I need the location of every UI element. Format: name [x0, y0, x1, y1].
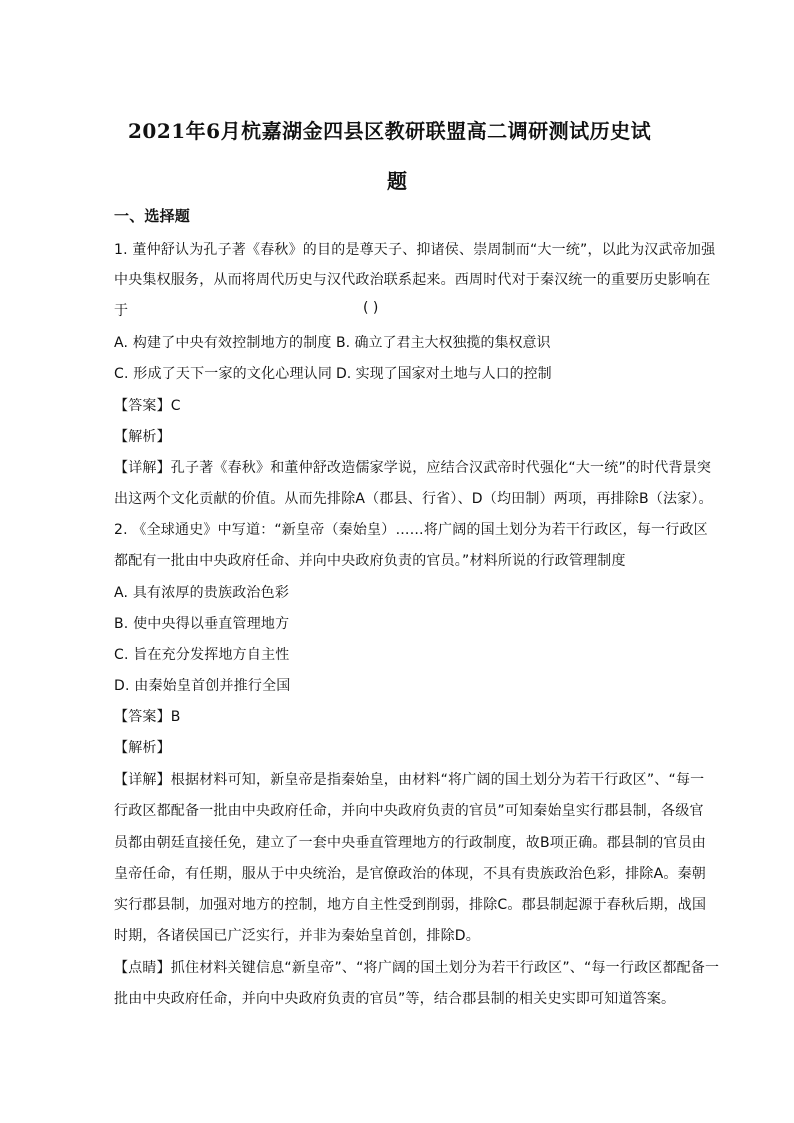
- q2-option-a: A. 具有浓厚的贵族政治色彩: [114, 585, 290, 601]
- q2-detail-line4: 皇帝任命，有任期，服从于中央统治，是官僚政治的体现，不具有贵族政治色彩，排除A。秦朝: [114, 866, 706, 882]
- q2-detail-line2: 行政区都配备一批由中央政府任命，并向中央政府负责的官员”可知秦始皇实行郡县制，各级官: [114, 803, 704, 819]
- q1-option-b: B. 确立了君主大权独揽的集权意识: [336, 335, 551, 351]
- q1-detail-line1: 【详解】孔子著《春秋》和董仲舒改造儒家学说，应结合汉武帝时代强化“大一统”的时代背景突: [114, 460, 712, 476]
- q1-detail-line2: 出这两个文化贡献的价值。从而先排除A（郡县、行省）、D（均田制）两项，再排除B（法家）。: [114, 491, 713, 507]
- q1-option-d: D. 实现了国家对土地与人口的控制: [336, 366, 552, 382]
- q2-key-line2: 批由中央政府任命，并向中央政府负责的官员”等，结合郡县制的相关史实即可知道答案。: [114, 991, 676, 1007]
- q2-detail-line3: 员都由朝廷直接任免，建立了一套中央垂直管理地方的行政制度，故B项正确。郡县制的官员由: [114, 835, 707, 851]
- doc-title-line1: 2021年6月杭嘉湖金四县区教研联盟高二调研测试历史试: [128, 119, 652, 143]
- q2-option-d: D. 由秦始皇首创并推行全国: [114, 678, 291, 694]
- q1-answer: 【答案】C: [114, 398, 181, 414]
- q2-option-c: C. 旨在充分发挥地方自主性: [114, 647, 290, 663]
- q1-answer-blank: ( ): [363, 300, 379, 316]
- q2-detail-line5: 实行郡县制，加强对地方的控制，地方自主性受到削弱，排除C。郡县制起源于春秋后期，战国: [114, 897, 707, 913]
- q1-stem-line3: 于: [114, 303, 129, 319]
- q2-answer: 【答案】B: [114, 709, 181, 725]
- q2-detail-line1: 【详解】根据材料可知，新皇帝是指秦始皇，由材料“将广阔的国土划分为若干行政区”、“每一: [114, 772, 705, 788]
- q1-stem-line1: 1. 董仲舒认为孔子著《春秋》的目的是尊天子、抑诸侯、崇周制而“大一统”，以此为汉武帝加强: [114, 242, 716, 258]
- q2-detail-line6: 时期，各诸侯国已广泛实行，并非为秦始皇首创，排除D。: [114, 928, 480, 944]
- q2-stem-line2: 都配有一批由中央政府任命、并向中央政府负责的官员。”材料所说的行政管理制度: [114, 553, 626, 569]
- q2-key-line1: 【点睛】抓住材料关键信息“新皇帝”、“将广阔的国土划分为若干行政区”、“每一行政区都配备一: [114, 960, 720, 976]
- q1-stem-line2: 中央集权服务，从而将周代历史与汉代政治联系起来。西周时代对于秦汉统一的重要历史影响在: [114, 272, 711, 288]
- q2-stem-line1: 2. 《全球通史》中写道：“新皇帝（秦始皇）……将广阔的国土划分为若干行政区，每一行政区: [114, 522, 708, 538]
- doc-title-line2: 题: [387, 169, 407, 193]
- q2-option-b: B. 使中央得以垂直管理地方: [114, 616, 290, 632]
- q1-analysis-heading: 【解析】: [114, 429, 171, 445]
- q1-option-c: C. 形成了天下一家的文化心理认同: [114, 366, 333, 382]
- q2-analysis-heading: 【解析】: [114, 740, 171, 756]
- section-heading: 一、选择题: [114, 207, 191, 225]
- q1-option-a: A. 构建了中央有效控制地方的制度: [114, 335, 332, 351]
